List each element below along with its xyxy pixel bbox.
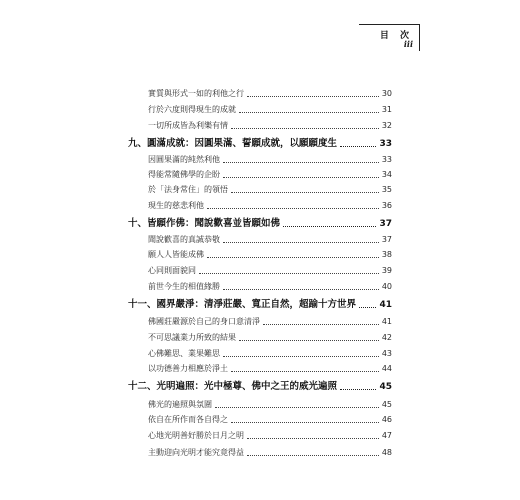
entry-title: 主動迎向光明才能究竟得益 [148,448,244,457]
page-number: 36 [381,201,392,210]
toc-entry [148,236,392,244]
dot-leader [247,95,379,97]
chapter-title: 十二、光明遍照：光中極尊、佛中之王的威光遍照 [128,381,338,392]
toc-entry [148,432,392,440]
page-number: 33 [381,155,392,164]
header-page-number: iii [403,39,413,49]
page-number: 43 [381,349,392,358]
dot-leader [231,370,379,372]
dot-leader [231,127,379,129]
dot-leader [247,437,379,439]
entry-title: 心佛難思、業果難思 [148,349,220,358]
dot-leader [283,225,376,227]
entry-title: 前世今生的相值緣勝 [148,282,220,291]
entry-title: 不可思議業力所致的結果 [148,333,236,342]
page-number: 42 [381,333,392,342]
toc-entry [148,267,392,275]
toc-entry [148,122,392,130]
entry-title: 因圓果滿的純然利他 [148,155,220,164]
page-number: 47 [381,431,392,440]
toc-chapter-entry [128,219,392,229]
toc-entry [148,90,392,98]
page-number: 30 [381,89,392,98]
page-number: 46 [381,415,392,424]
page-number: 35 [381,185,392,194]
page-number: 32 [381,121,392,130]
page-number: 41 [379,300,392,310]
dot-leader [223,288,379,290]
toc-entry [148,106,392,114]
toc-entry [148,251,392,259]
toc-entry [148,416,392,424]
dot-leader [231,191,379,193]
entry-title: 行於六度則得現生的成就 [148,105,236,114]
page-number: 38 [381,250,392,259]
dot-leader [247,454,379,456]
entry-title: 實質與形式一如的利他之行 [148,89,244,98]
page-number: 37 [381,235,392,244]
toc-entry [148,171,392,179]
dot-leader [239,339,379,341]
chapter-title: 十、皆願作佛：聞說歡喜並皆願如佛 [128,218,281,229]
page-number: 45 [379,382,392,392]
toc-entry [148,156,392,164]
chapter-title: 十一、國界嚴淨：清淨莊嚴、寬正自然，超踰十方世界 [128,299,357,310]
page-number: 33 [379,139,392,149]
dot-leader [223,355,379,357]
toc-entry [148,449,392,457]
dot-leader [239,111,379,113]
entry-title: 佛光的遍照與氛圍 [148,400,212,409]
entry-title: 依自在所作而各自得之 [148,415,228,424]
chapter-title: 九、圓滿成就：因圓果滿、誓願成就，以願願度生 [128,138,338,149]
dot-leader [359,306,376,308]
page-number: 31 [381,105,392,114]
dot-leader [231,421,379,423]
toc-entry [148,365,392,373]
entry-title: 心同則面貌同 [148,266,196,275]
page-number: 45 [381,400,392,409]
dot-leader [340,388,376,390]
page-number: 44 [381,364,392,373]
entry-title: 願人人皆能成佛 [148,250,204,259]
entry-title: 以功德善力相應於淨土 [148,364,228,373]
toc-entry [148,401,392,409]
entry-title: 一切所成皆為利樂有情 [148,121,228,130]
page-number: 39 [381,266,392,275]
entry-title: 得能常隨佛學的企盼 [148,170,220,179]
entry-title: 心地光明善好勝於日月之明 [148,431,244,440]
page-number: 34 [381,170,392,179]
dot-leader [215,406,379,408]
toc-entry [148,202,392,210]
toc-chapter-entry [128,139,392,149]
dot-leader [223,241,379,243]
page-number: 37 [379,219,392,229]
toc-entry [148,318,392,326]
dot-leader [263,323,379,325]
dot-leader [207,207,379,209]
page-number: 41 [381,317,392,326]
toc-entry [148,350,392,358]
dot-leader [223,176,379,178]
dot-leader [207,256,379,258]
toc-chapter-entry [128,382,392,392]
dot-leader [199,272,379,274]
entry-title: 聞說歡喜的真誠恭敬 [148,235,220,244]
dot-leader [340,145,376,147]
toc-chapter-entry [128,300,392,310]
toc-entry [148,334,392,342]
toc-entry [148,186,392,194]
page-number: 40 [381,282,392,291]
entry-title: 佛國莊嚴源於自己的身口意清淨 [148,317,260,326]
dot-leader [223,161,379,163]
page-number: 48 [381,448,392,457]
header-title: 目 次 [379,31,413,41]
entry-title: 現生的慈悲利他 [148,201,204,210]
toc-entry [148,283,392,291]
entry-title: 於「法身常住」的領悟 [148,185,228,194]
